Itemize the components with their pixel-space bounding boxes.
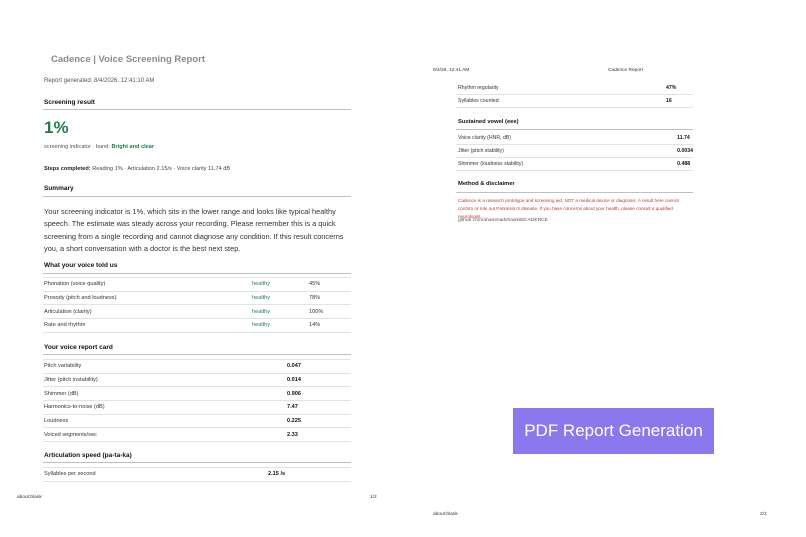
screening-percent: 1% [44,118,69,137]
band-label: Bright and clear [111,144,155,150]
table-row [43,387,351,401]
articulation-table [43,467,351,482]
row-label: Syllables per second [43,468,267,482]
sustained-vowel-heading: Sustained vowel (eee) [458,119,519,125]
table-row [456,158,693,171]
sustained-vowel-table [456,132,693,171]
articulation-continued-table [456,82,693,108]
section-divider [456,192,693,193]
report-title: Cadence | Voice Screening Report [51,54,205,65]
row-value: 0.488 [675,158,693,171]
row-label: Shimmer (loudness stability) [456,158,675,171]
row-value: 0.047 [286,360,351,374]
indicator-prefix: screening indicator · band: [44,144,110,150]
steps-completed [44,166,230,172]
summary-heading: Summary [44,185,74,192]
page-footer-url: about:blank [433,512,458,517]
table-row [456,82,693,95]
table-row [43,468,351,482]
repository-link[interactable]: github.com/ahammadshawki8/CADENCE [458,218,548,223]
table-row [456,145,693,158]
method-disclaimer-heading: Method & disclaimer [458,181,515,187]
row-label: Harmonics-to-noise (dB) [43,401,286,415]
section-divider [43,273,351,274]
table-row [43,305,351,319]
row-label: Pitch variability [43,360,286,374]
voice-told-table [43,277,351,333]
report-card-heading: Your voice report card [44,344,113,351]
summary-text: Your screening indicator is 1%, which sits in the lower range and looks like typical healthy speech. The estimate was steady across your recording. Please remember this is a quick screening from a single recording and cannot diagnose any condition. If this result concerns you, a short conversation with a doctor is the best next step. [44,207,344,253]
row-label: Prosody (pitch and loudness) [43,291,251,305]
voice-told-heading: What your voice told us [44,262,118,269]
page-number: 2/2 [760,512,767,517]
section-divider [456,129,693,130]
steps-label: Steps completed: [44,166,91,172]
report-generated-timestamp: Report generated: 8/4/2026, 12:41:10 AM [44,78,155,84]
report-card-table [43,359,351,442]
table-row [43,428,351,442]
table-row [43,401,351,415]
row-value: 2.33 [286,428,351,442]
row-value: 0.906 [286,387,351,401]
table-row [43,373,351,387]
row-value: 2.15 /s [267,468,351,482]
steps-text: Reading 1% · Articulation 2.15/s · Voice clarity 11.74 dB [92,166,231,172]
pdf-report-generation-label: PDF Report Generation [513,408,714,454]
row-value: 11.74 [675,132,693,145]
row-label: Jitter (pitch instability) [43,373,286,387]
table-row [43,319,351,333]
row-label: Rhythm regularity [456,82,664,95]
disclaimer-text: Cadence is a research prototype and screening aid, NOT a medical device or diagnosis. A result here cannot confirm or rule out Parkinson's disease. If you have concerns about your health, please consult a qualified neurologist. [458,198,679,219]
row-value: 0.014 [286,373,351,387]
row-label: Phonation (voice quality) [43,278,251,292]
row-value: 0.225 [286,414,351,428]
row-status: healthy [251,291,308,305]
row-value: 7.47 [286,401,351,415]
page-footer-url: about:blank [17,495,42,500]
row-value: 78% [308,291,351,305]
row-value: 14% [308,319,351,333]
screening-result-heading: Screening result [44,99,95,106]
row-status: healthy [251,319,308,333]
row-value: 47% [664,82,693,95]
table-row [456,95,693,108]
row-value: 45% [308,278,351,292]
page-number: 1/2 [370,495,377,500]
section-divider [43,462,351,463]
table-row [43,360,351,374]
row-label: Syllables counted [456,95,664,108]
row-label: Jitter (pitch stability) [456,145,675,158]
row-value: 0.0034 [675,145,693,158]
print-header-title: Cadence Report [608,68,643,73]
table-row [43,414,351,428]
report-page-2 [403,0,806,537]
row-label: Loudness [43,414,286,428]
row-status: healthy [251,305,308,319]
section-divider [43,354,351,355]
row-value: 16 [664,95,693,108]
table-row [43,291,351,305]
row-value: 100% [308,305,351,319]
row-label: Voice clarity (HNR, dB) [456,132,675,145]
print-date: 8/4/26, 12:41 AM [433,68,470,73]
row-label: Rate and rhythm [43,319,251,333]
articulation-heading: Articulation speed (pa-ta-ka) [44,452,132,459]
section-divider [43,109,351,110]
table-row [456,132,693,145]
row-label: Voiced segments/sec [43,428,286,442]
table-row [43,278,351,292]
section-divider [43,196,351,197]
screening-indicator [44,144,154,150]
row-status: healthy [251,278,308,292]
row-label: Shimmer (dB) [43,387,286,401]
row-label: Articulation (clarity) [43,305,251,319]
